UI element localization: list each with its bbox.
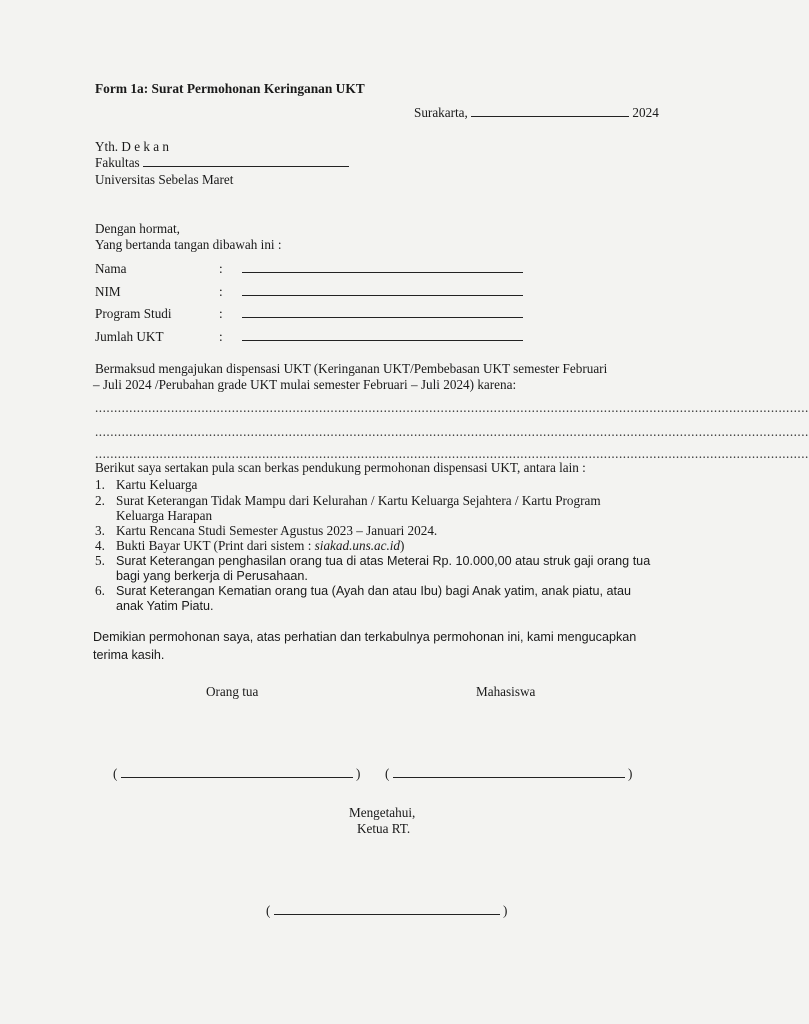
list-item-number: 6. — [95, 583, 105, 598]
signature-label-parent: Orang tua — [206, 684, 259, 699]
field-blank-nim — [242, 284, 523, 300]
list-item: Surat Keterangan Kematian orang tua (Ayah dan atau Ibu) bagi Anak yatim, anak piatu, atau — [116, 584, 632, 598]
field-colon: : — [219, 306, 223, 321]
signature-line-student: ( ) — [385, 766, 633, 781]
siakad-url: siakad.uns.ac.id — [314, 538, 401, 553]
attachments-intro: Berikut saya sertakan pula scan berkas pendukung permohonan dispensasi UKT, antara lain : — [95, 460, 586, 475]
rt-head-label: Ketua RT. — [357, 821, 411, 836]
closing-line-1: Demikian permohonan saya, atas perhatian dan terkabulnya permohonan ini, kami mengucapkan — [93, 630, 637, 644]
field-label-jumlah-ukt: Jumlah UKT — [95, 329, 164, 344]
reason-dotted-line-1: ............................................................................................................................................................................................ — [95, 400, 809, 415]
list-item-number: 2. — [95, 493, 105, 508]
reason-dotted-line-3: ............................................................................................................................................................................................ — [95, 446, 809, 461]
field-label-program-studi: Program Studi — [95, 306, 172, 321]
field-label-nama: Nama — [95, 261, 127, 276]
recipient-line-1: Yth. D e k a n — [95, 139, 169, 154]
date-blank — [471, 105, 629, 117]
list-item-number: 4. — [95, 538, 105, 553]
reason-dotted-line-2: ............................................................................................................................................................................................ — [95, 424, 809, 439]
closing-line-2: terima kasih. — [93, 648, 165, 662]
signature-line-parent: ( ) — [113, 766, 361, 781]
faculty-blank — [143, 155, 349, 167]
field-label-nim: NIM — [95, 284, 121, 299]
list-item-continuation: Keluarga Harapan — [116, 508, 213, 523]
year-label: 2024 — [632, 105, 659, 120]
recipient-university: Universitas Sebelas Maret — [95, 172, 234, 187]
field-blank-jumlah-ukt — [242, 329, 523, 345]
recipient-faculty-line — [95, 155, 349, 171]
field-colon: : — [219, 329, 223, 344]
form-title: Form 1a: Surat Permohonan Keringanan UKT — [95, 81, 365, 96]
signature-label-student: Mahasiswa — [476, 684, 536, 699]
list-item-number: 1. — [95, 477, 105, 492]
place-date-line — [414, 105, 659, 121]
undersigned-intro: Yang bertanda tangan dibawah ini : — [95, 237, 282, 252]
field-blank-nama — [242, 261, 523, 277]
acknowledged-label: Mengetahui, — [349, 805, 416, 820]
field-colon: : — [219, 261, 223, 276]
list-item: Surat Keterangan Tidak Mampu dari Kelurahan / Kartu Keluarga Sejahtera / Kartu Program — [116, 493, 601, 508]
signature-line-rt: ( ) — [266, 903, 508, 918]
salutation: Dengan hormat, — [95, 221, 180, 236]
list-item: Kartu Keluarga — [116, 477, 198, 492]
list-item: Surat Keterangan penghasilan orang tua di atas Meterai Rp. 10.000,00 atau struk gaji orang tua — [116, 554, 651, 568]
list-item-continuation: anak Yatim Piatu. — [116, 599, 214, 613]
list-item-number: 3. — [95, 523, 105, 538]
list-item: Kartu Rencana Studi Semester Agustus 2023 – Januari 2024. — [116, 523, 438, 538]
list-item-continuation: bagi yang berkerja di Perusahaan. — [116, 569, 308, 583]
list-item: Bukti Bayar UKT (Print dari sistem : siakad.uns.ac.id) — [116, 538, 405, 553]
faculty-label: Fakultas — [95, 155, 140, 170]
purpose-line-1: Bermaksud mengajukan dispensasi UKT (Keringanan UKT/Pembebasan UKT semester Februari — [95, 361, 608, 376]
list-item-number: 5. — [95, 553, 105, 568]
purpose-line-2: – Juli 2024 /Perubahan grade UKT mulai semester Februari – Juli 2024) karena: — [93, 377, 517, 392]
field-blank-program-studi — [242, 306, 523, 322]
field-colon: : — [219, 284, 223, 299]
place-label: Surakarta, — [414, 105, 468, 120]
